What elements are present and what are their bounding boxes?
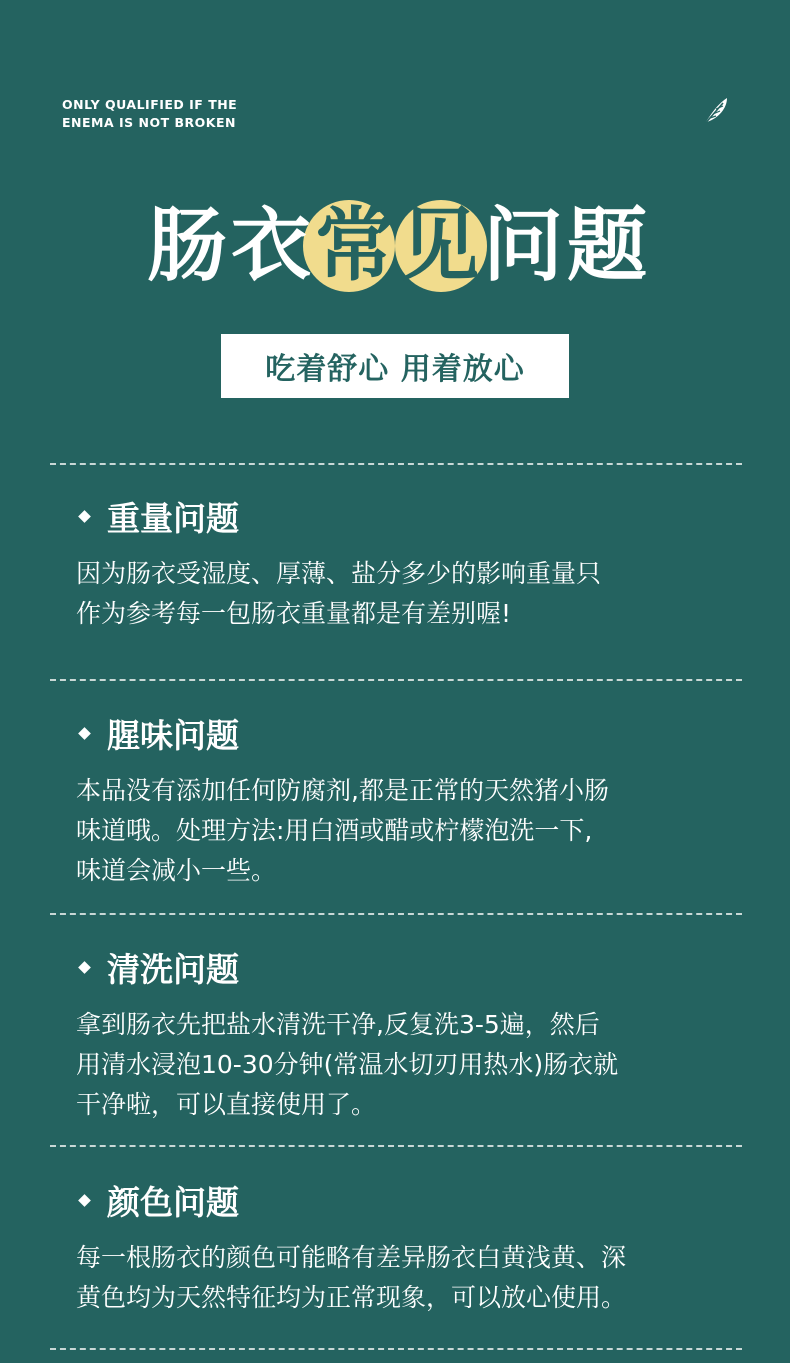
body-line: 每一根肠衣的颜色可能略有差异肠衣白黄浅黄、深 xyxy=(76,1243,627,1272)
title-char: 衣 xyxy=(231,199,311,292)
body-line: 用清水浸泡10-30分钟(常温水切刃用热水)肠衣就 xyxy=(76,1050,619,1079)
feather-icon xyxy=(697,94,733,130)
dashed-divider xyxy=(50,1348,742,1350)
body-line: 干净啦，可以直接使用了。 xyxy=(76,1090,377,1119)
title-char-highlighted: 常 xyxy=(315,199,395,292)
title-char: 肠 xyxy=(147,199,227,292)
diamond-bullet-icon xyxy=(78,727,91,740)
body-line: 黄色均为天然特征均为正常现象，可以放心使用。 xyxy=(76,1283,627,1312)
section-smell xyxy=(76,713,726,891)
body-line: 拿到肠衣先把盐水清洗干净,反复洗3-5遍，然后 xyxy=(76,1010,600,1039)
dashed-divider xyxy=(50,1145,742,1147)
section-heading-text: 腥味问题 xyxy=(107,715,239,755)
title-char: 问 xyxy=(483,199,563,292)
section-cleaning xyxy=(76,947,726,1125)
dashed-divider xyxy=(50,913,742,915)
diamond-bullet-icon xyxy=(78,1194,91,1207)
top-note-line-2: ENEMA IS NOT BROKEN xyxy=(62,115,236,130)
title-char: 题 xyxy=(567,199,647,292)
section-heading xyxy=(76,947,726,987)
section-heading xyxy=(76,496,726,536)
section-color xyxy=(76,1180,726,1318)
subtitle-text: 吃着舒心 用着放心 xyxy=(265,352,525,387)
diamond-bullet-icon xyxy=(78,510,91,523)
top-note xyxy=(62,96,237,132)
body-line: 本品没有添加任何防腐剂,都是正常的天然猪小肠 xyxy=(76,776,609,805)
dashed-divider xyxy=(50,679,742,681)
section-body xyxy=(76,1005,726,1125)
dashed-divider xyxy=(50,463,742,465)
section-body xyxy=(76,554,726,634)
title-char-highlighted: 见 xyxy=(399,199,479,292)
page-title xyxy=(0,196,790,296)
section-body xyxy=(76,771,726,891)
section-weight xyxy=(76,496,726,634)
top-note-line-1: ONLY QUALIFIED IF THE xyxy=(62,97,238,112)
body-line: 因为肠衣受湿度、厚薄、盐分多少的影响重量只 xyxy=(76,559,602,588)
body-line: 作为参考每一包肠衣重量都是有差别喔! xyxy=(76,599,512,628)
body-line: 味道哦。处理方法:用白酒或醋或柠檬泡洗一下, xyxy=(76,816,593,845)
section-heading-text: 重量问题 xyxy=(107,498,239,538)
section-body xyxy=(76,1238,726,1318)
section-heading xyxy=(76,713,726,753)
body-line: 味道会减小一些。 xyxy=(76,856,277,885)
subtitle-banner xyxy=(221,334,569,398)
section-heading-text: 清洗问题 xyxy=(107,949,239,989)
section-heading-text: 颜色问题 xyxy=(107,1182,239,1222)
diamond-bullet-icon xyxy=(78,961,91,974)
section-heading xyxy=(76,1180,726,1220)
